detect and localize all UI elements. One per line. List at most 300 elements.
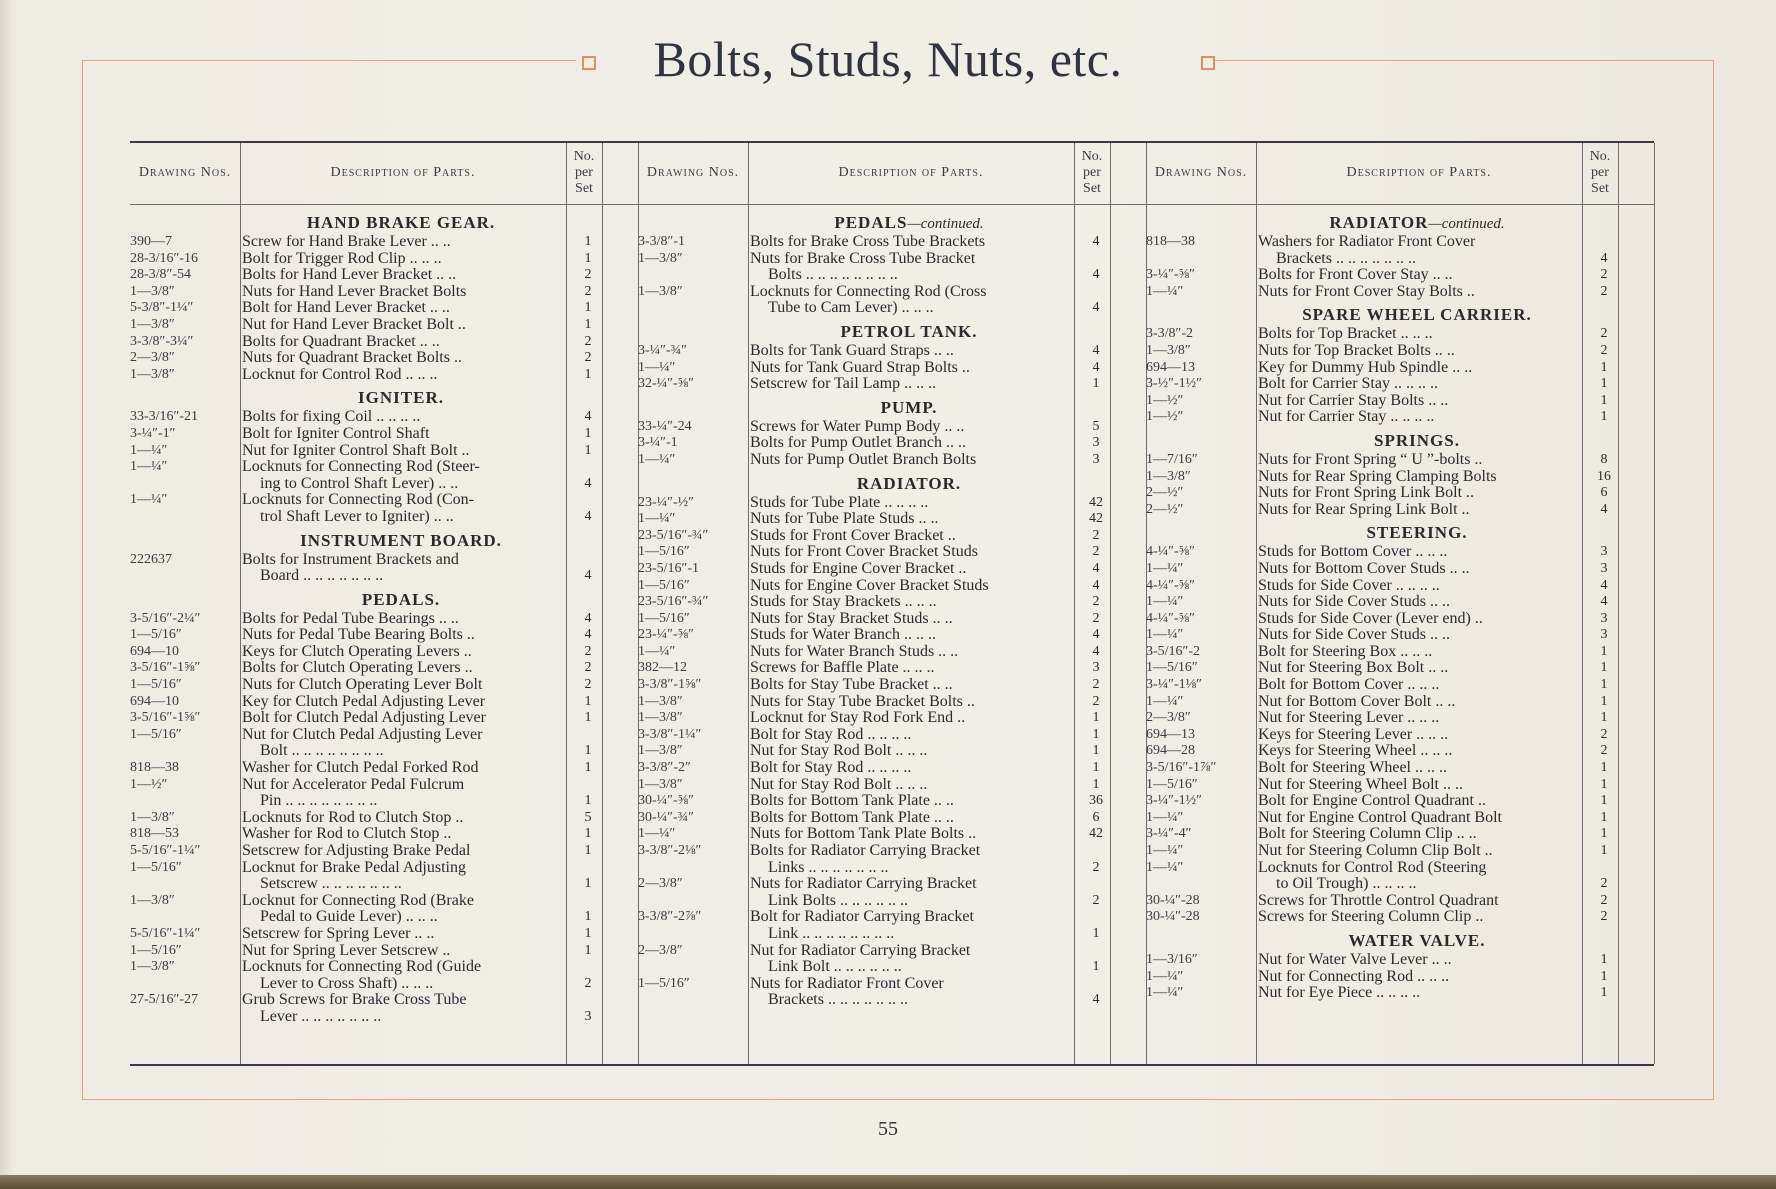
drawing-number: 1—¼″: [1146, 693, 1184, 709]
part-description: Bolts for Radiator Carrying Bracket: [750, 843, 981, 859]
part-description: Bolt for Trigger Rod Clip .. .. ..: [242, 250, 442, 267]
part-description: Bolt .. .. .. .. .. .. .. ..: [260, 743, 384, 760]
table-row: [638, 234, 1118, 251]
part-description: Nuts for Bottom Tank Plate Bolts ..: [750, 826, 977, 843]
table-row: [1146, 578, 1626, 595]
part-description: Nut for Igniter Control Shaft Bolt ..: [242, 442, 470, 459]
quantity-per-set: 2: [584, 643, 592, 659]
table-row: [638, 976, 1118, 993]
drawing-number: 30-¼″-¾″: [638, 809, 694, 825]
section-heading: [1146, 426, 1626, 452]
part-description: Bolt for Stay Rod .. .. .. ..: [750, 726, 912, 743]
drawing-number: 2—3/8″: [130, 350, 175, 366]
drawing-number: 3-3/8″-1¼″: [638, 726, 702, 742]
drawing-number: 1—5/16″: [638, 610, 690, 626]
table-row: [130, 992, 610, 1009]
table-row: [130, 611, 610, 628]
section-title-text: PUMP.: [880, 397, 938, 417]
table-row: [1146, 876, 1626, 893]
drawing-number: 1—5/16″: [130, 726, 182, 742]
quantity-per-set: 2: [1092, 544, 1100, 560]
drawing-number: 1—¼″: [1146, 809, 1184, 825]
quantity-per-set: 2: [1092, 859, 1100, 875]
quantity-per-set: 4: [1092, 577, 1100, 593]
drawing-number: 1—¼″: [1146, 627, 1184, 643]
part-description: Studs for Front Cover Bracket ..: [750, 527, 956, 544]
drawing-number: 5-5/16″-1¼″: [130, 925, 201, 941]
quantity-per-set: 4: [584, 627, 592, 643]
part-description: Locknut for Connecting Rod (Brake: [242, 892, 474, 909]
quantity-per-set: 4: [584, 409, 592, 425]
part-description: Setscrew for Spring Lever .. ..: [242, 925, 435, 942]
quantity-per-set: 1: [1600, 793, 1608, 809]
drawing-number: 3-5/16″-2¼″: [130, 610, 201, 626]
quantity-per-set: 1: [584, 876, 592, 892]
drawing-number: 694—13: [1146, 359, 1195, 375]
section-heading: [130, 208, 610, 234]
part-description: Lever .. .. .. .. .. .. ..: [260, 1008, 382, 1025]
part-description: Nut for Eye Piece .. .. .. ..: [1258, 985, 1421, 1002]
quantity-per-set: 2: [1092, 527, 1100, 543]
part-description: Screws for Steering Column Clip ..: [1258, 909, 1484, 926]
quantity-per-set: 4: [1092, 234, 1100, 249]
section-title-text: WATER VALVE.: [1348, 930, 1486, 950]
part-description: Nut for Accelerator Pedal Fulcrum: [242, 776, 465, 793]
table-row: [638, 284, 1118, 301]
quantity-per-set: 1: [1600, 760, 1608, 776]
part-description: Nuts for Stay Bracket Studs .. ..: [750, 610, 953, 627]
table-row: [638, 435, 1118, 452]
part-description: Nuts for Stay Tube Bracket Bolts ..: [750, 693, 975, 710]
drawing-number: 1—3/8″: [1146, 468, 1191, 484]
table-row: [1146, 485, 1626, 502]
header-rule: [130, 204, 1654, 205]
table-row: [130, 251, 610, 268]
drawing-number: 222637: [130, 551, 172, 567]
table-row: [1146, 660, 1626, 677]
quantity-per-set: 2: [584, 677, 592, 693]
part-description: Locknut for Stay Rod Fork End ..: [750, 710, 966, 727]
quantity-per-set: 5: [584, 809, 592, 825]
part-description: Board .. .. .. .. .. .. ..: [260, 568, 384, 585]
part-description: Bolts for Tank Guard Straps .. ..: [750, 342, 954, 359]
quantity-per-set: 4: [1600, 250, 1608, 266]
quantity-per-set: 5: [1092, 418, 1100, 434]
part-description: Nuts for Pump Outlet Branch Bolts: [750, 451, 977, 468]
table-row: [638, 694, 1118, 711]
quantity-per-set: 3: [1600, 627, 1608, 643]
part-description: Nut for Water Valve Lever .. ..: [1258, 951, 1452, 968]
table-row: [638, 826, 1118, 843]
drawing-number: 23-5/16″-¾″: [638, 527, 709, 543]
drawing-number: 3-¼″-1½″: [1146, 793, 1202, 809]
table-row: [638, 943, 1118, 960]
quantity-per-set: 1: [584, 826, 592, 842]
table-row: [130, 926, 610, 943]
part-description: Link Bolts .. .. .. .. .. ..: [768, 892, 909, 909]
drawing-number: 3-5/16″-2: [1146, 643, 1201, 659]
table-row: [638, 660, 1118, 677]
drawing-number: 1—5/16″: [130, 942, 182, 958]
table-row: [130, 300, 610, 317]
section-heading: [1146, 518, 1626, 544]
quantity-per-set: 3: [1092, 451, 1100, 467]
quantity-per-set: 3: [1092, 660, 1100, 676]
drawing-number: 694—13: [1146, 726, 1195, 742]
table-row: [1146, 793, 1626, 810]
drawing-number: 2—½″: [1146, 501, 1184, 517]
drawing-number: 1—¼″: [638, 451, 676, 467]
section-heading: [130, 383, 610, 409]
part-description: Screw for Hand Brake Lever .. ..: [242, 234, 451, 250]
drawing-number: 1—7/16″: [1146, 451, 1198, 467]
part-description: Nuts for Brake Cross Tube Bracket: [750, 250, 976, 267]
quantity-per-set: 1: [584, 710, 592, 726]
parts-column: [638, 208, 1118, 1009]
part-description: Washers for Radiator Front Cover: [1258, 234, 1476, 250]
drawing-number: 694—10: [130, 693, 179, 709]
part-description: Nut for Bottom Cover Bolt .. ..: [1258, 693, 1456, 710]
section-title-text: IGNITER.: [358, 388, 444, 408]
drawing-number: 4-¼″-⅝″: [1146, 544, 1195, 560]
quantity-per-set: 4: [1600, 594, 1608, 610]
section-heading: [638, 208, 1118, 234]
section-heading: [638, 317, 1118, 343]
table-row: [1146, 409, 1626, 426]
part-description: Washer for Clutch Pedal Forked Rod: [242, 760, 479, 777]
drawing-number: 5-3/8″-1¼″: [130, 300, 194, 316]
table-row: [130, 234, 610, 251]
section-heading: [1146, 208, 1626, 234]
table-row: [1146, 677, 1626, 694]
table-row: [1146, 860, 1626, 877]
quantity-per-set: 2: [1600, 267, 1608, 283]
section-title-text: RADIATOR.: [856, 473, 962, 493]
table-row: [638, 300, 1118, 317]
quantity-per-set: 2: [1600, 743, 1608, 759]
part-description: Nut for Engine Control Quadrant Bolt: [1258, 809, 1502, 826]
quantity-per-set: 1: [1600, 359, 1608, 375]
table-row: [1146, 234, 1626, 251]
table-row: [1146, 727, 1626, 744]
part-description: Key for Dummy Hub Spindle .. ..: [1258, 359, 1473, 376]
drawing-number: 3-3/8″-2⅞″: [638, 909, 702, 925]
quantity-per-set: 3: [1600, 610, 1608, 626]
part-description: Nuts for Hand Lever Bracket Bolts: [242, 283, 467, 300]
quantity-per-set: 4: [1092, 300, 1100, 316]
drawing-number: 1—5/16″: [130, 859, 182, 875]
table-row: [130, 443, 610, 460]
table-row: [638, 343, 1118, 360]
quantity-per-set: 2: [1600, 892, 1608, 908]
table-row: [1146, 343, 1626, 360]
part-description: Screws for Baffle Plate .. .. ..: [750, 660, 935, 677]
drawing-number: 3-5/16″-1⅝″: [130, 710, 201, 726]
section-title-text: STEERING.: [1366, 523, 1468, 543]
parts-table: [130, 141, 1654, 1066]
quantity-per-set: 4: [1092, 560, 1100, 576]
quantity-per-set: 1: [1600, 392, 1608, 408]
quantity-per-set: 1: [1092, 959, 1100, 975]
table-row: [1146, 561, 1626, 578]
quantity-per-set: 1: [1600, 660, 1608, 676]
part-description: Tube to Cam Lever) .. .. ..: [768, 300, 934, 317]
part-description: Studs for Side Cover .. .. .. ..: [1258, 577, 1440, 594]
header-description: Description of Parts.: [838, 165, 984, 180]
quantity-per-set: 1: [584, 793, 592, 809]
drawing-number: 23-¼″-½″: [638, 494, 694, 510]
drawing-number: 32-¼″-⅝″: [638, 376, 694, 392]
table-row: [638, 777, 1118, 794]
table-row: [1146, 251, 1626, 268]
table-row: [638, 793, 1118, 810]
quantity-per-set: 2: [1600, 342, 1608, 358]
table-row: [638, 561, 1118, 578]
drawing-number: 3-¼″-¾″: [638, 342, 687, 358]
quantity-per-set: 1: [1092, 925, 1100, 941]
drawing-number: 1—3/8″: [130, 366, 175, 382]
part-description: Bolt for Bottom Cover .. .. ..: [1258, 677, 1440, 694]
page-title: Bolts, Studs, Nuts, etc.: [653, 31, 1123, 87]
part-description: Screws for Throttle Control Quadrant: [1258, 892, 1499, 909]
quantity-per-set: 4: [1092, 992, 1100, 1008]
table-row: [130, 459, 610, 476]
part-description: Nut for Connecting Rod .. .. ..: [1258, 968, 1450, 985]
drawing-number: 33-3/16″-21: [130, 409, 199, 425]
quantity-per-set: 1: [1600, 376, 1608, 392]
header-drawing-nos: Drawing Nos.: [1154, 165, 1248, 180]
quantity-per-set: 42: [1089, 511, 1103, 527]
part-description: Brackets .. .. .. .. .. .. ..: [768, 992, 908, 1009]
table-row: [1146, 777, 1626, 794]
drawing-number: 1—¼″: [1146, 843, 1184, 858]
drawing-number: 818—53: [130, 826, 179, 842]
quantity-per-set: 1: [1600, 951, 1608, 967]
part-description: Locknuts for Connecting Rod (Guide: [242, 959, 482, 976]
quantity-per-set: 2: [1092, 892, 1100, 908]
quantity-per-set: 1: [584, 925, 592, 941]
drawing-number: 382—12: [638, 660, 687, 676]
quantity-per-set: 1: [1092, 726, 1100, 742]
table-row: [1146, 360, 1626, 377]
part-description: Nut for Steering Box Bolt .. ..: [1258, 660, 1449, 677]
quantity-per-set: 2: [584, 660, 592, 676]
quantity-per-set: 1: [584, 250, 592, 266]
part-description: Bolt for Stay Rod .. .. .. ..: [750, 760, 912, 777]
table-row: [130, 367, 610, 384]
drawing-number: 3-¼″-1: [638, 435, 678, 451]
part-description: Grub Screws for Brake Cross Tube: [242, 992, 467, 1009]
part-description: Bolts for Front Cover Stay .. ..: [1258, 267, 1453, 284]
column-divider: [1654, 143, 1655, 1064]
quantity-per-set: 1: [584, 743, 592, 759]
part-description: Locknuts for Connecting Rod (Cross: [750, 283, 987, 300]
table-row: [130, 627, 610, 644]
quantity-per-set: 6: [1092, 809, 1100, 825]
drawing-number: 1—5/16″: [130, 627, 182, 643]
section-heading: [1146, 926, 1626, 952]
part-description: Link Bolt .. .. .. .. .. ..: [768, 959, 902, 976]
quantity-per-set: 1: [584, 909, 592, 925]
drawing-number: 1—5/16″: [638, 577, 690, 593]
quantity-per-set: 1: [584, 300, 592, 316]
table-row: [130, 317, 610, 334]
table-row: [638, 627, 1118, 644]
table-row: [1146, 760, 1626, 777]
part-description: Locknuts for Connecting Rod (Steer-: [242, 459, 480, 476]
section-title-text: SPRINGS.: [1374, 430, 1460, 450]
part-description: Nuts for Water Branch Studs .. ..: [750, 643, 959, 660]
part-description: Setscrew for Adjusting Brake Pedal: [242, 843, 471, 859]
table-row: [130, 284, 610, 301]
quantity-per-set: 2: [1600, 726, 1608, 742]
table-row: [638, 727, 1118, 744]
part-description: Bolts for Stay Tube Bracket .. ..: [750, 677, 953, 694]
drawing-number: 1—5/16″: [638, 975, 690, 991]
table-row: [1146, 393, 1626, 410]
drawing-number: 1—3/8″: [638, 693, 683, 709]
quantity-per-set: 1: [1092, 776, 1100, 792]
quantity-per-set: 42: [1089, 826, 1103, 842]
drawing-number: 1—¼″: [1146, 968, 1184, 984]
table-row: [638, 495, 1118, 512]
part-description: Nut for Stay Rod Bolt .. .. ..: [750, 776, 928, 793]
table-row: [1146, 544, 1626, 561]
quantity-per-set: 2: [1600, 909, 1608, 925]
parts-column: [1146, 208, 1626, 1002]
table-row: [1146, 594, 1626, 611]
table-row: [130, 409, 610, 426]
table-row: [1146, 743, 1626, 760]
table-row: [130, 893, 610, 910]
part-description: Bolts for Brake Cross Tube Brackets: [750, 234, 986, 250]
table-row: [638, 760, 1118, 777]
quantity-per-set: 1: [1600, 843, 1608, 858]
part-description: Washer for Rod to Clutch Stop ..: [242, 826, 452, 843]
part-description: Keys for Steering Wheel .. .. ..: [1258, 743, 1453, 760]
part-description: Keys for Steering Lever .. .. ..: [1258, 726, 1449, 743]
part-description: Setscrew for Tail Lamp .. .. ..: [750, 376, 937, 393]
quantity-per-set: 1: [1092, 743, 1100, 759]
table-row: [638, 611, 1118, 628]
part-description: Nut for Radiator Carrying Bracket: [750, 942, 971, 959]
drawing-number: 818—38: [130, 760, 179, 776]
quantity-per-set: 1: [1600, 693, 1608, 709]
drawing-number: 1—3/8″: [638, 776, 683, 792]
table-row: [130, 350, 610, 367]
drawing-number: 30-¼″-28: [1146, 909, 1200, 925]
header-drawing-nos: Drawing Nos.: [138, 165, 232, 180]
continued-label: —continued.: [907, 216, 984, 232]
part-description: Studs for Bottom Cover .. .. ..: [1258, 544, 1448, 561]
table-row: [638, 959, 1118, 976]
drawing-number: 3-5/16″-1⅞″: [1146, 760, 1217, 776]
drawing-number: 1—½″: [1146, 392, 1184, 408]
table-row: [638, 544, 1118, 561]
drawing-number: 3-¼″-1⅛″: [1146, 677, 1202, 693]
section-title-text: PETROL TANK.: [840, 321, 978, 341]
drawing-number: 1—¼″: [1146, 594, 1184, 610]
table-row: [130, 826, 610, 843]
table-row: [130, 552, 610, 569]
drawing-number: 23-5/16″-1: [638, 560, 700, 576]
quantity-per-set: 1: [1600, 710, 1608, 726]
table-row: [638, 452, 1118, 469]
drawing-number: 818—38: [1146, 234, 1195, 249]
table-row: [130, 959, 610, 976]
quantity-per-set: 2: [1600, 283, 1608, 299]
drawing-number: 1—¼″: [638, 511, 676, 527]
drawing-number: 1—3/8″: [638, 710, 683, 726]
drawing-number: 3-¼″-⅝″: [1146, 267, 1195, 283]
drawing-number: 1—¼″: [1146, 859, 1184, 875]
drawing-number: 1—5/16″: [638, 544, 690, 560]
part-description: Nut for Clutch Pedal Adjusting Lever: [242, 726, 483, 743]
part-description: Bolt for Radiator Carrying Bracket: [750, 909, 974, 926]
quantity-per-set: 1: [1092, 376, 1100, 392]
part-description: Nuts for Quadrant Bracket Bolts ..: [242, 350, 462, 367]
drawing-number: 1—3/8″: [638, 250, 683, 266]
quantity-per-set: 16: [1597, 468, 1611, 484]
drawing-number: 1—¼″: [1146, 283, 1184, 299]
drawing-number: 1—3/8″: [130, 809, 175, 825]
table-row: [638, 528, 1118, 545]
table-row: [638, 511, 1118, 528]
drawing-number: 1—3/8″: [130, 959, 175, 975]
table-row: [638, 860, 1118, 877]
table-row: [638, 644, 1118, 661]
table-row: [130, 476, 610, 493]
quantity-per-set: 2: [1092, 594, 1100, 610]
header-no-per-set: No. per Set: [1081, 149, 1103, 196]
drawing-number: 1—3/8″: [130, 316, 175, 332]
section-title-text: RADIATOR: [1329, 213, 1429, 232]
drawing-number: 1—3/8″: [1146, 342, 1191, 358]
part-description: Nut for Steering Wheel Bolt .. ..: [1258, 776, 1463, 793]
quantity-per-set: 1: [584, 942, 592, 958]
quantity-per-set: 1: [584, 760, 592, 776]
drawing-number: 1—¼″: [130, 459, 168, 475]
drawing-number: 30-¼″-⅝″: [638, 793, 694, 809]
table-row: [638, 810, 1118, 827]
quantity-per-set: 4: [1092, 359, 1100, 375]
drawing-number: 1—¼″: [1146, 560, 1184, 576]
header-no-per-set: No. per Set: [573, 149, 595, 196]
drawing-number: 1—½″: [130, 776, 168, 792]
drawing-number: 3-¼″-1″: [130, 425, 176, 441]
table-row: [130, 694, 610, 711]
drawing-number: 694—28: [1146, 743, 1195, 759]
part-description: Links .. .. .. .. .. .. ..: [768, 859, 889, 876]
part-description: Nut for Hand Lever Bracket Bolt ..: [242, 316, 466, 333]
quantity-per-set: 1: [584, 442, 592, 458]
table-row: [130, 426, 610, 443]
quantity-per-set: 1: [584, 316, 592, 332]
part-description: Studs for Engine Cover Bracket ..: [750, 560, 967, 577]
table-row: [638, 594, 1118, 611]
part-description: to Oil Trough) .. .. .. ..: [1276, 876, 1417, 893]
quantity-per-set: 1: [1600, 677, 1608, 693]
table-row: [130, 743, 610, 760]
table-row: [1146, 985, 1626, 1002]
drawing-number: 3-3/8″-2″: [638, 760, 691, 776]
table-row: [638, 876, 1118, 893]
table-row: [130, 677, 610, 694]
quantity-per-set: 1: [1600, 409, 1608, 425]
part-description: trol Shaft Lever to Igniter) .. ..: [260, 508, 454, 525]
quantity-per-set: 2: [1600, 326, 1608, 342]
quantity-per-set: 4: [584, 568, 592, 584]
